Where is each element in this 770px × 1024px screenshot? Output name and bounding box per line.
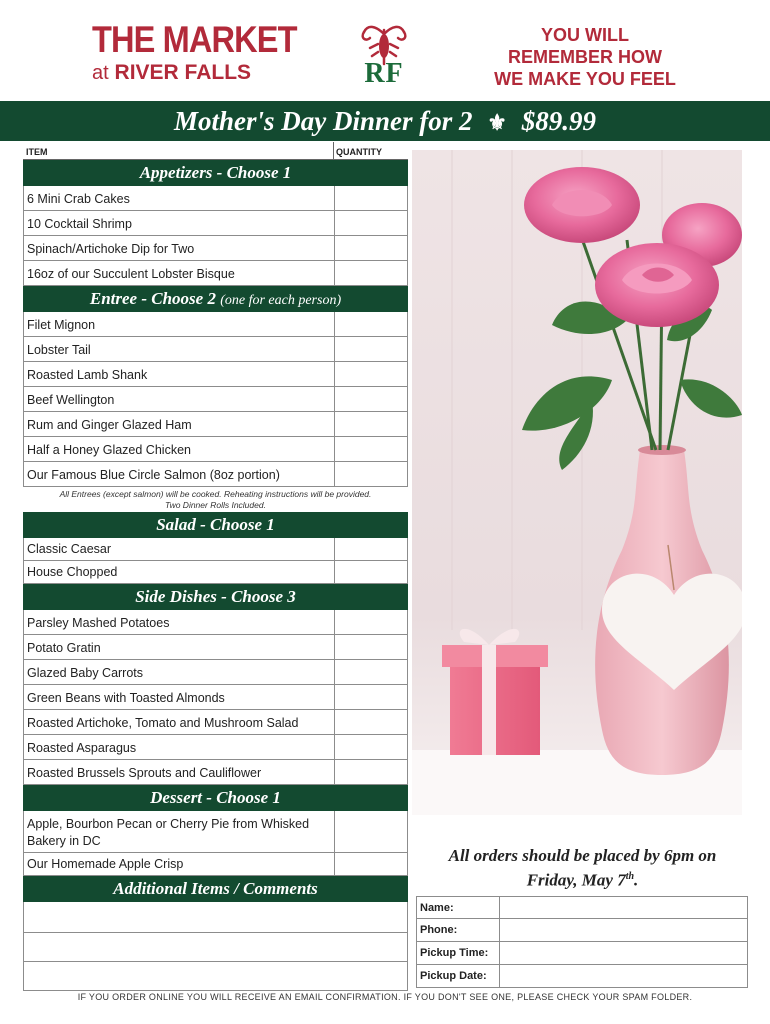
section-appetizers: Appetizers - Choose 1 [23,160,408,186]
menu-item-label: Beef Wellington [27,393,115,407]
menu-row [23,685,408,710]
footer-notice: IF YOU ORDER ONLINE YOU WILL RECEIVE AN EMAIL CONFIRMATION. IF YOU DON'T SEE ONE, PLEASE CHECK YOUR SPAM FOLDER. [77,992,693,1002]
menu-item-label: Rum and Ginger Glazed Ham [27,418,192,432]
menu-row [23,561,408,584]
pickup-time-label: Pickup Time: [420,947,489,959]
tagline [470,24,700,90]
menu-row [23,437,408,462]
title-bar [0,101,770,141]
menu-row [23,735,408,760]
quantity-field[interactable] [334,853,408,875]
menu-item-label: Roasted Lamb Shank [27,368,148,382]
quantity-field[interactable] [334,387,408,411]
deadline-line-2 [425,866,740,891]
menu-item-label: Spinach/Artichoke Dip for Two [27,242,195,256]
logo-location: RIVER FALLS [114,61,252,84]
entree-note-line-1: All Entrees (except salmon) will be cooked. Reheating instructions will be provided. [59,489,372,499]
phone-field[interactable] [499,919,747,941]
quantity-field[interactable] [334,337,408,361]
quantity-field[interactable] [334,635,408,659]
quantity-field[interactable] [334,236,408,260]
emblem-letters: RF [364,58,404,89]
logo-subtitle [92,60,292,86]
deadline-period: . [634,870,639,890]
contact-form [416,896,748,988]
section-side-dishes: Side Dishes - Choose 3 [23,584,408,610]
menu-item-label: Glazed Baby Carrots [27,666,144,680]
quantity-field[interactable] [334,462,408,486]
quantity-field[interactable] [334,412,408,436]
menu-row [23,660,408,685]
menu-row [23,760,408,785]
menu-item-label: House Chopped [27,565,118,579]
deadline-date-suffix: th [625,871,635,882]
menu-item-label: 6 Mini Crab Cakes [27,192,130,206]
menu-item-label: Green Beans with Toasted Almonds [27,691,225,705]
menu-item-label: Our Homemade Apple Crisp [27,857,184,871]
quantity-field[interactable] [334,811,408,852]
order-form [23,142,408,991]
menu-row [23,710,408,735]
name-field[interactable] [499,897,747,918]
comment-field[interactable] [23,933,408,962]
pickup-date-label: Pickup Date: [420,970,487,982]
menu-item-label: Potato Gratin [27,641,101,655]
logo-at: at [92,62,109,84]
name-label: Name: [420,902,454,914]
quantity-field[interactable] [334,660,408,684]
menu-row [23,337,408,362]
contact-row-pickup-date [416,965,748,988]
pickup-date-field[interactable] [499,965,747,987]
roses-vase-photo [412,150,742,815]
quantity-field[interactable] [334,685,408,709]
menu-row [23,538,408,561]
menu-item-label: 16oz of our Succulent Lobster Bisque [27,267,235,281]
phone-label: Phone: [420,924,458,936]
section-dessert: Dessert - Choose 1 [23,785,408,811]
menu-row [23,387,408,412]
quantity-field[interactable] [334,561,408,583]
menu-item-label: Half a Honey Glazed Chicken [27,443,191,457]
menu-row [23,362,408,387]
menu-row [23,211,408,236]
quantity-field[interactable] [334,186,408,210]
menu-item-label: Our Famous Blue Circle Salmon (8oz portion) [27,468,280,482]
market-logo [92,19,297,86]
menu-item-label: Lobster Tail [27,343,91,357]
price: $89.99 [521,106,596,136]
contact-row-name [416,896,748,919]
quantity-field[interactable] [334,710,408,734]
lobster-emblem-icon [350,20,418,90]
menu-item-label: Roasted Asparagus [27,741,137,755]
page-title: Mother's Day Dinner for 2 [173,106,473,136]
menu-item-label: Roasted Artichoke, Tomato and Mushroom Salad [27,716,299,730]
column-header [23,142,408,160]
quantity-field[interactable] [334,735,408,759]
menu-row [23,186,408,211]
quantity-field[interactable] [334,610,408,634]
tagline-line-2: REMEMBER HOW [508,47,662,67]
section-salad: Salad - Choose 1 [23,512,408,538]
tagline-line-3: WE MAKE YOU FEEL [494,69,676,89]
menu-item-label: Filet Mignon [27,318,96,332]
order-deadline [425,845,740,891]
section-additional-comments: Additional Items / Comments [23,876,408,902]
contact-row-pickup-time [416,942,748,965]
menu-row [23,312,408,337]
menu-row [23,261,408,286]
menu-row [23,853,408,876]
menu-item-label: Parsley Mashed Potatoes [27,616,170,630]
comment-field[interactable] [23,962,408,991]
section-heading: Entree - Choose 2 [89,289,216,308]
menu-item-label: Apple, Bourbon Pecan or Cherry Pie from Whisked Bakery in DC [27,817,310,848]
menu-row [23,610,408,635]
tagline-line-1: YOU WILL [541,25,629,45]
menu-row [23,811,408,853]
quantity-field[interactable] [334,538,408,560]
quantity-field[interactable] [334,312,408,336]
contact-row-phone [416,919,748,942]
quantity-field[interactable] [334,261,408,285]
menu-item-label: Roasted Brussels Sprouts and Cauliflower [27,766,262,780]
fleur-de-lis-icon: ⚜ [487,110,507,135]
logo-title: THE MARKET [92,19,297,60]
quantity-field[interactable] [334,362,408,386]
entree-note-line-2: Two Dinner Rolls Included. [165,500,266,510]
quantity-field[interactable] [334,437,408,461]
menu-item-label: 10 Cocktail Shrimp [27,217,132,231]
pickup-time-field[interactable] [499,942,747,964]
deadline-date: Friday, May 7 [526,870,626,890]
page-header [0,0,770,100]
quantity-field[interactable] [334,211,408,235]
menu-row [23,412,408,437]
section-subheading: (one for each person) [220,293,342,308]
deadline-line-1: All orders should be placed by 6pm on [448,846,717,865]
comment-field[interactable] [23,902,408,933]
section-entree [23,286,408,312]
menu-row [23,462,408,487]
item-column-header: ITEM [26,147,48,157]
entree-note [23,487,408,512]
quantity-column-header: QUANTITY [336,147,382,157]
quantity-field[interactable] [334,760,408,784]
menu-row [23,236,408,261]
menu-item-label: Classic Caesar [27,542,112,556]
menu-row [23,635,408,660]
